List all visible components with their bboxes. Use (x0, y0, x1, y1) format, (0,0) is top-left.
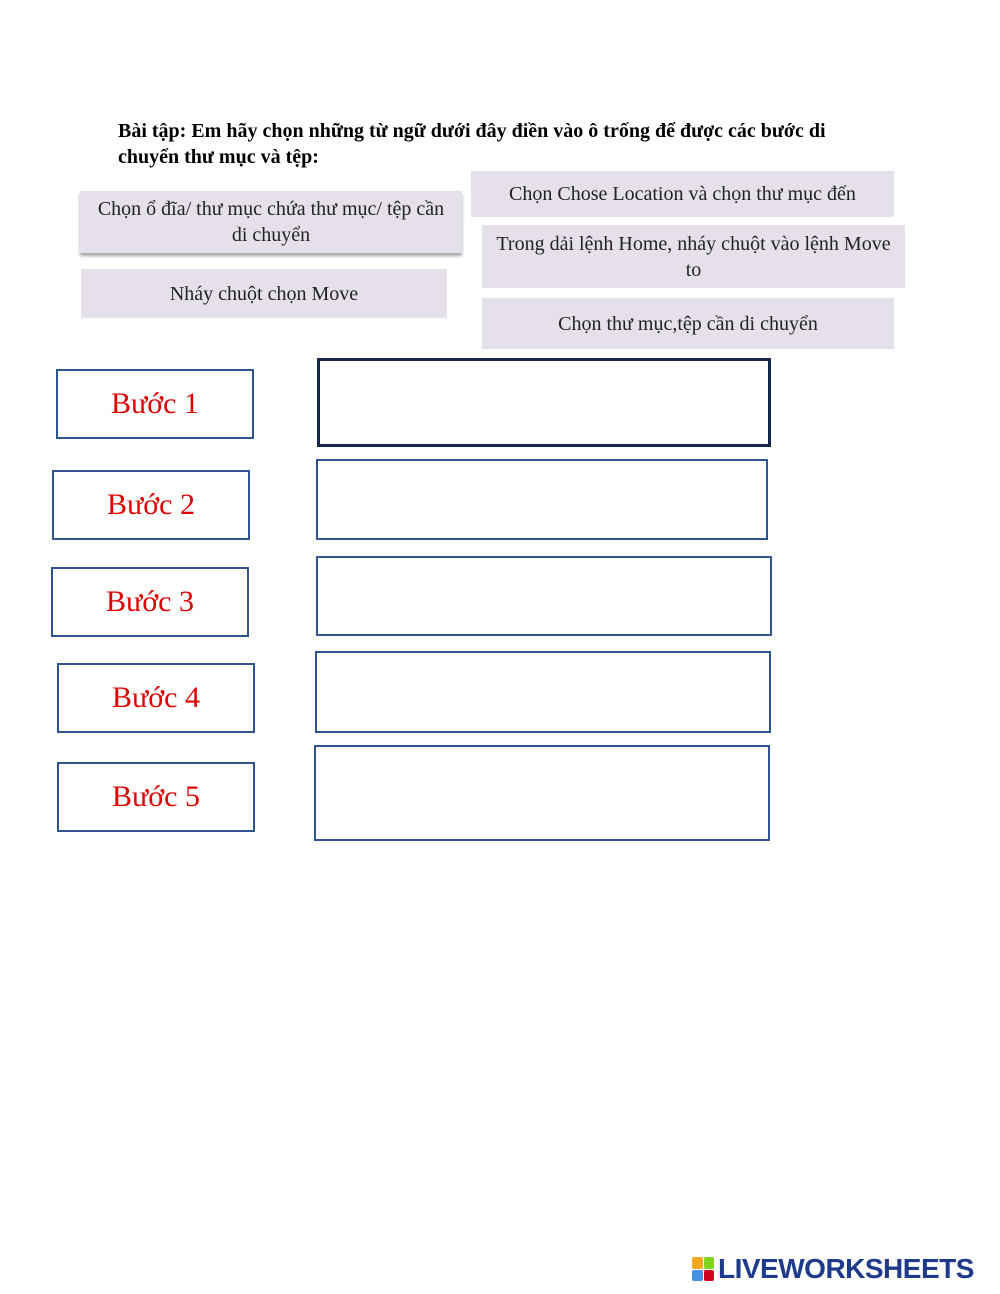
option-chip-3[interactable] (471, 171, 894, 217)
option-chip-4[interactable] (482, 225, 905, 288)
liveworksheets-logo-icon (692, 1257, 714, 1281)
option-chip-label: Chọn ổ đĩa/ thư mục chứa thư mục/ tệp cần di chuyển (97, 198, 445, 246)
answer-box-5[interactable] (314, 745, 770, 841)
step-label-3: Bước 3 (51, 567, 249, 637)
step-label-5: Bước 5 (57, 762, 255, 832)
option-chip-label: Chọn thư mục,tệp cần di chuyển (558, 312, 818, 335)
answer-box-2[interactable] (316, 459, 768, 540)
logo-text: LIVEWORKSHEETS (718, 1253, 974, 1284)
answer-box-3[interactable] (316, 556, 772, 636)
step-label-2: Bước 2 (52, 470, 250, 540)
step-label-4: Bước 4 (57, 663, 255, 733)
option-chip-2[interactable] (81, 269, 447, 318)
option-chip-label: Nháy chuột chọn Move (169, 282, 359, 305)
instructions: Bài tập: Em hãy chọn những từ ngữ dưới đây điền vào ô trống để được các bước di chuyển thư mục và tệp: (118, 120, 826, 168)
answer-box-4[interactable] (315, 651, 771, 733)
option-chip-label: Chọn Chose Location và chọn thư mục đến (509, 183, 856, 205)
option-chip-label: Trong dải lệnh Home, nháy chuột vào lệnh Move to (496, 232, 891, 281)
option-chip-1[interactable] (80, 191, 462, 253)
liveworksheets-logo[interactable] (692, 1252, 974, 1286)
answer-box-1[interactable] (317, 358, 771, 447)
step-label-1: Bước 1 (56, 369, 254, 439)
option-chip-5[interactable] (482, 298, 894, 349)
